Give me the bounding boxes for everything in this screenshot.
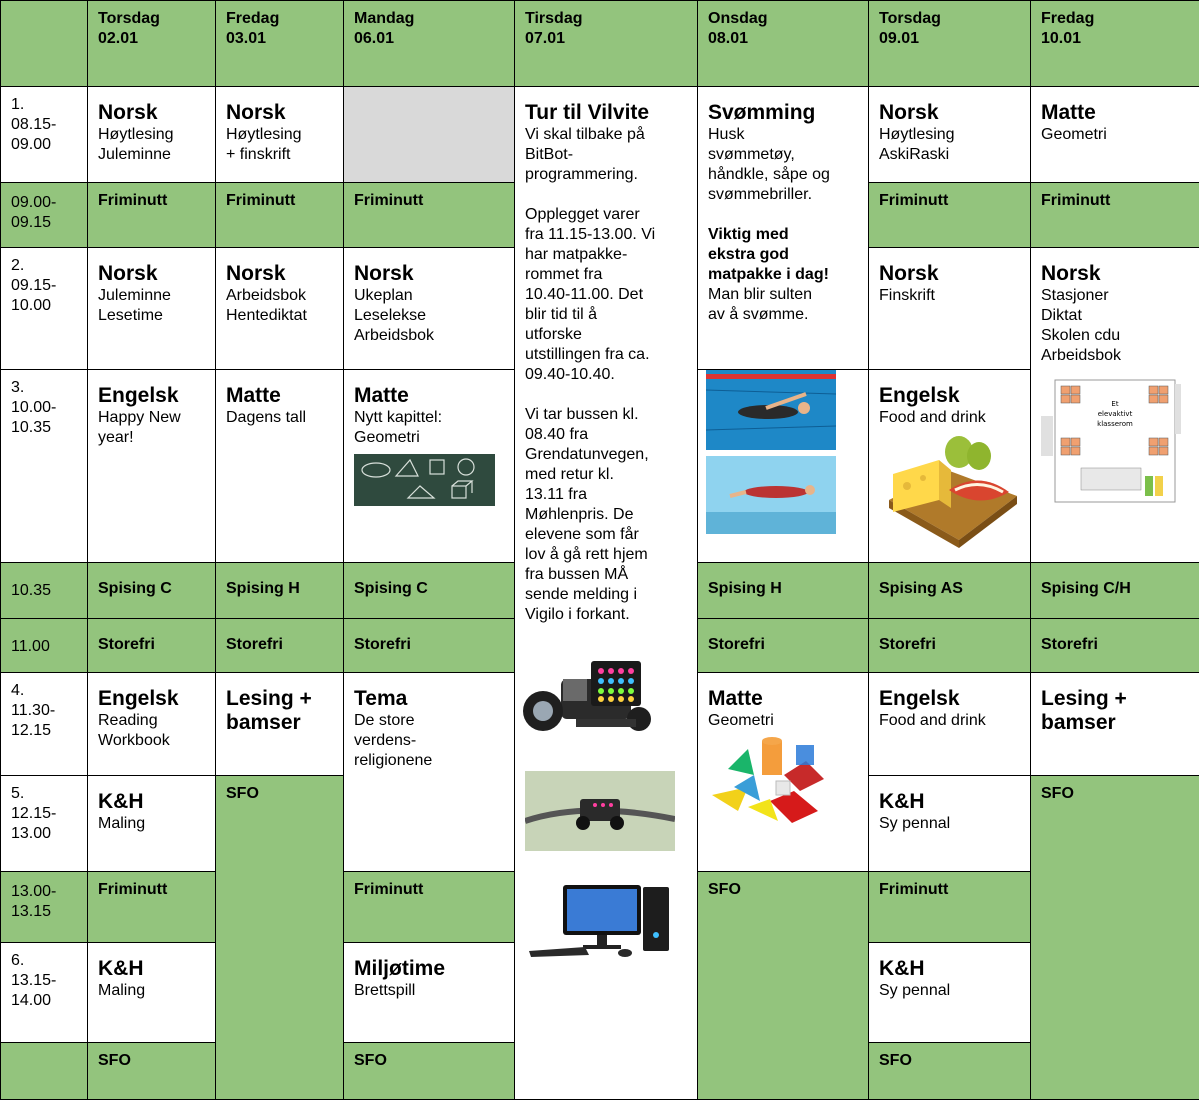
mon06-break-2: Friminutt xyxy=(344,872,515,942)
thu09-period-3: Engelsk Food and drink xyxy=(869,369,1031,562)
tue07-trip-cell: Tur til Vilvite Vi skal tilbake på BitBot- programmering. Opplegget varer fra 11.15-13.00. Vi har matpakke- rommet fra 10.40-11.00. Det blir tid til å utforske utstillingen fra ca. 09.40-10.40. Vi tar bussen kl. 08.40 fra Grendatunvegen, med retur kl. 13.11 fra Møhlenpris. De elevene som får lov å gå rett hjem fra bussen MÅ sende melding i Vigilo i forkant. xyxy=(515,87,698,1100)
swimmer-image-2 xyxy=(706,456,836,534)
swimmer-image-1 xyxy=(706,370,836,450)
mon06-period-2: Norsk Ukeplan Leselekse Arbeidsbok xyxy=(344,247,515,369)
header-thu09: Torsdag 09.01 xyxy=(869,1,1031,87)
fri10-period-2: Norsk Stasjoner Diktat Skolen cdu Arbeidsbok Et elevaktivt klasserom xyxy=(1031,247,1199,562)
header-corner xyxy=(1,1,88,87)
mon06-eating: Spising C xyxy=(344,562,515,618)
time-period-1: 1. 08.15- 09.00 xyxy=(1,87,88,183)
time-period-6: 6. 13.15- 14.00 xyxy=(1,942,88,1042)
fri10-period-4: Lesing + bamser xyxy=(1031,672,1199,775)
fri10-sfo: SFO xyxy=(1031,776,1199,1100)
fri10-break-1: Friminutt xyxy=(1031,183,1199,247)
thu02-break-1: Friminutt xyxy=(88,183,216,247)
time-break-2: 13.00- 13.15 xyxy=(1,872,88,942)
classroom-text-1: Et xyxy=(1111,399,1119,408)
wed08-period-3-images xyxy=(698,369,869,562)
thu09-big-break: Storefri xyxy=(869,618,1031,672)
wed08-sfo: SFO xyxy=(698,872,869,1100)
thu02-period-2: Norsk Juleminne Lesetime xyxy=(88,247,216,369)
thu02-period-1: Norsk Høytlesing Juleminne xyxy=(88,87,216,183)
mon06-period-1-empty xyxy=(344,87,515,183)
fri03-big-break: Storefri xyxy=(216,618,344,672)
fri03-eating: Spising H xyxy=(216,562,344,618)
thu09-eating: Spising AS xyxy=(869,562,1031,618)
fri03-sfo: SFO xyxy=(216,776,344,1100)
wed08-eating: Spising H xyxy=(698,562,869,618)
thu02-period-5: K&H Maling xyxy=(88,776,216,872)
fri10-period-1: Matte Geometri xyxy=(1031,87,1199,183)
mon06-break-1: Friminutt xyxy=(344,183,515,247)
header-mon06: Mandag 06.01 xyxy=(344,1,515,87)
time-eating: 10.35 xyxy=(1,562,88,618)
mon06-period-3: Matte Nytt kapittel: Geometri xyxy=(344,369,515,562)
fri03-period-4: Lesing + bamser xyxy=(216,672,344,775)
header-fri03: Fredag 03.01 xyxy=(216,1,344,87)
thu02-period-3: Engelsk Happy New year! xyxy=(88,369,216,562)
thu02-period-4: Engelsk Reading Workbook xyxy=(88,672,216,775)
thu09-period-5: K&H Sy pennal xyxy=(869,776,1031,872)
mon06-period-6: Miljøtime Brettspill xyxy=(344,942,515,1042)
tue07-sfo: SFO xyxy=(869,1042,1031,1099)
geometry-shapes-image xyxy=(708,735,838,827)
thu02-break-2: Friminutt xyxy=(88,872,216,942)
header-thu02: Torsdag 02.01 xyxy=(88,1,216,87)
bitbot-robot-image xyxy=(521,649,671,749)
thu02-big-break: Storefri xyxy=(88,618,216,672)
time-period-2: 2. 09.15- 10.00 xyxy=(1,247,88,369)
wed08-swim-cell: Svømming Husk svømmetøy, håndkle, såpe og svømmebriller. Viktig med ekstra god matpakke i dag! Man blir sulten av å svømme. xyxy=(698,87,869,370)
time-period-4: 4. 11.30- 12.15 xyxy=(1,672,88,775)
thu09-period-1: Norsk Høytlesing AskiRaski xyxy=(869,87,1031,183)
time-sfo xyxy=(1,1042,88,1099)
classroom-text-2: elevaktivt xyxy=(1097,409,1133,418)
wed08-period-4-5: Matte Geometri xyxy=(698,672,869,872)
thu09-break-1: Friminutt xyxy=(869,183,1031,247)
thu02-eating: Spising C xyxy=(88,562,216,618)
mon06-period-4-5: Tema De store verdens- religionene xyxy=(344,672,515,872)
header-tue07: Tirsdag 07.01 xyxy=(515,1,698,87)
mon06-big-break: Storefri xyxy=(344,618,515,672)
header-wed08: Onsdag 08.01 xyxy=(698,1,869,87)
header-fri10: Fredag 10.01 xyxy=(1031,1,1199,87)
thu09-period-4: Engelsk Food and drink xyxy=(869,672,1031,775)
thu09-period-6: K&H Sy pennal xyxy=(869,942,1031,1042)
wed08-big-break: Storefri xyxy=(698,618,869,672)
computer-image xyxy=(525,879,675,959)
mon06-sfo: SFO xyxy=(344,1042,515,1099)
time-big-break: 11.00 xyxy=(1,618,88,672)
time-period-5: 5. 12.15- 13.00 xyxy=(1,776,88,872)
geometry-chalkboard-image xyxy=(354,454,495,506)
fri10-eating: Spising C/H xyxy=(1031,562,1199,618)
row-period-1 xyxy=(1,87,1199,183)
robot-track-image xyxy=(525,771,675,851)
time-period-3: 3. 10.00- 10.35 xyxy=(1,369,88,562)
fri03-break-1: Friminutt xyxy=(216,183,344,247)
thu09-break-2: Friminutt xyxy=(869,872,1031,942)
header-row xyxy=(1,1,1199,87)
fri03-period-2: Norsk Arbeidsbok Hentediktat xyxy=(216,247,344,369)
thu09-period-2: Norsk Finskrift xyxy=(869,247,1031,369)
time-break-1: 09.00- 09.15 xyxy=(1,183,88,247)
fri03-period-1: Norsk Høytlesing + finskrift xyxy=(216,87,344,183)
classroom-text-3: klasserom xyxy=(1097,419,1133,428)
fri10-big-break: Storefri xyxy=(1031,618,1199,672)
classroom-plan-image xyxy=(1041,376,1181,506)
thu02-period-6: K&H Maling xyxy=(88,942,216,1042)
fri03-period-3: Matte Dagens tall xyxy=(216,369,344,562)
cheese-fruit-image xyxy=(879,430,1019,550)
thu02-sfo: SFO xyxy=(88,1042,216,1099)
